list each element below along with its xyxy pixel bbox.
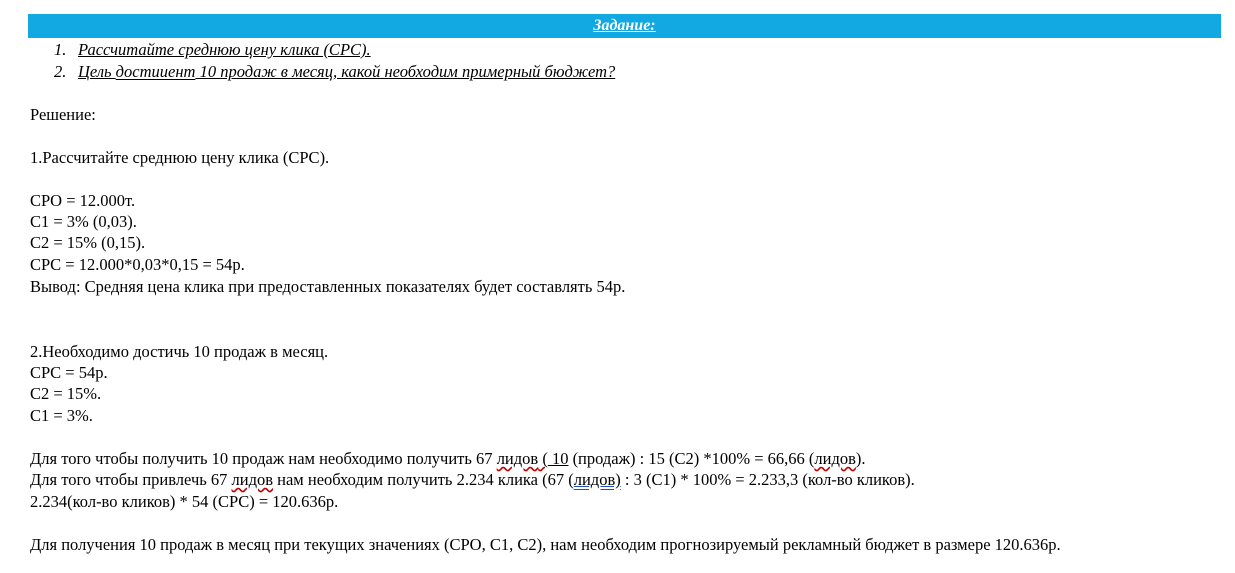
budget-calc-line: 2.234(кол-во кликов) * 54 (CPC) = 120.636р. bbox=[30, 492, 339, 511]
misspelled-word: лидов bbox=[814, 449, 856, 468]
part1-heading: 1.Рассчитайте среднюю цену клика (CPC). bbox=[30, 148, 330, 167]
solution-label: Решение: bbox=[30, 105, 96, 124]
misspelled-word: лидов bbox=[496, 449, 539, 468]
text-part: нам необходим получить 2.234 клика (67 ( bbox=[273, 470, 574, 489]
task-item-2 bbox=[54, 61, 615, 83]
task-number: 2. bbox=[54, 62, 67, 81]
cpc-calc-line: CPC = 12.000*0,03*0,15 = 54р. bbox=[30, 255, 245, 274]
c2-line: C2 = 15% (0,15). bbox=[30, 233, 146, 252]
task-list bbox=[54, 39, 615, 83]
text-part: (продаж) : 15 (C2) *100% = 66,66 ( bbox=[568, 449, 815, 468]
task-text: Рассчитайте среднюю цену клика (CPC). bbox=[78, 40, 371, 59]
conclusion-line: Вывод: Средняя цена клика при предоставленных показателях будет составлять 54р. bbox=[30, 277, 626, 296]
c1-line: C1 = 3% (0,03). bbox=[30, 212, 137, 231]
misspelled-word: лидов bbox=[231, 470, 274, 489]
leads-line bbox=[30, 449, 866, 469]
task-text-part: 10 продаж в месяц, какой необходим примерный бюджет? bbox=[195, 62, 616, 81]
cpo-line: CPO = 12.000т. bbox=[30, 191, 136, 210]
text-part: Для того чтобы получить 10 продаж нам необходимо получить 67 bbox=[30, 449, 497, 468]
c1b-line: C1 = 3%. bbox=[30, 406, 93, 425]
part2-heading: 2.Необходимо достичь 10 продаж в месяц. bbox=[30, 342, 329, 361]
text-part: ). bbox=[855, 449, 866, 468]
task-number: 1. bbox=[54, 40, 67, 59]
c2b-line: C2 = 15%. bbox=[30, 384, 102, 403]
text-part: ( bbox=[538, 449, 548, 468]
text-part: : 3 (C1) * 100% = 2.233,3 (кол-во кликов). bbox=[620, 470, 915, 489]
clicks-line bbox=[30, 470, 915, 490]
cpc2-line: CPC = 54р. bbox=[30, 363, 108, 382]
task-text-part: Цель bbox=[78, 62, 116, 81]
final-line: Для получения 10 продаж в месяц при текущих значениях (CPO, C1, C2), нам необходим прогнозируемый рекламный бюджет в размере 120.636р. bbox=[30, 535, 1061, 554]
misspelled-word: достиuент bbox=[115, 62, 196, 81]
task-banner bbox=[28, 14, 1221, 38]
task-item-1 bbox=[54, 39, 615, 61]
text-part: 10 bbox=[547, 449, 569, 468]
text-part: лидов) bbox=[573, 470, 621, 489]
task-title: Задание: bbox=[593, 17, 656, 34]
text-part: Для того чтобы привлечь 67 bbox=[30, 470, 232, 489]
